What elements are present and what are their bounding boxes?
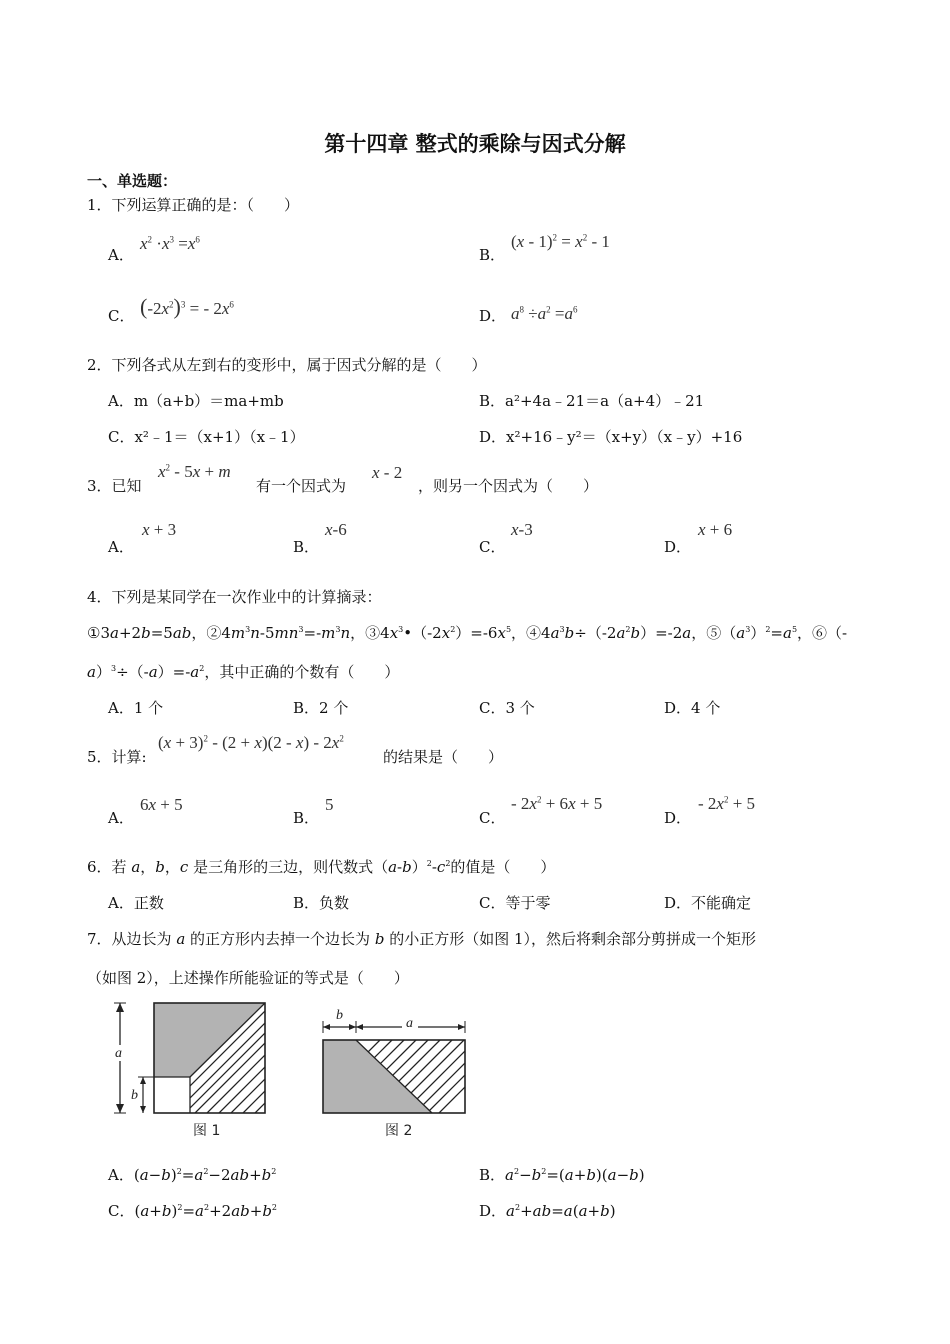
section-heading: 一、单选题： <box>87 172 178 190</box>
q1-option-c-label: C． <box>108 307 135 325</box>
q7-line-2: （如图 2），上述操作所能验证的等式是（ ） <box>87 969 409 987</box>
q2-stem: 2．下列各式从左到右的变形中，属于因式分解的是（ ） <box>87 356 487 374</box>
q5-option-d-label: D． <box>664 809 692 827</box>
q5-option-a-label: A． <box>108 809 134 827</box>
q1-option-a-label: A． <box>108 246 134 264</box>
q5-option-c-math: - $2x^2 + 6x + 5$ <box>511 794 603 813</box>
q5-option-d-math: - $2x^2 + 5$ <box>698 794 756 813</box>
q6-option-a: A．正数 <box>108 894 164 912</box>
q5-option-b-label: B． <box>293 809 320 827</box>
q3-option-d-label: D． <box>664 538 692 556</box>
q1-option-d-math: $a^8 \div a^2 =a^6$ <box>511 304 578 323</box>
q4-line-2: $a)^3\div(-a)=-a^2$，其中正确的个数有（ ） <box>87 663 400 681</box>
q3-stem-mid: 有一个因式为 <box>256 477 347 495</box>
q4-stem: 4．下列是某同学在一次作业中的计算摘录： <box>87 588 382 606</box>
q3-option-d-math: x + 6 <box>698 520 733 539</box>
q4-option-a: A．1 个 <box>108 699 164 717</box>
q4-line-1: ①3a+2b=5ab，$②4m^3n-5mn^3=-m^3n$，$③4x^3•(-2x^2)=-6x^5$，$④4a^3b\div(-2a^2b)=-2a$，$⑤(a^3)^2=a^5$，⑥（- <box>87 624 848 642</box>
q7-option-c: C．$(a+b)^2=a^2+2ab+b^2$ <box>108 1202 278 1220</box>
q1-option-d-label: D． <box>479 307 507 325</box>
fig2-caption: 图 2 <box>385 1123 413 1139</box>
q3-option-b-math: x-6 <box>325 520 347 539</box>
q3-option-b-label: B． <box>293 538 320 556</box>
q1-stem: 1．下列运算正确的是：（ ） <box>87 196 300 214</box>
fig1-label-a: a <box>115 1046 122 1061</box>
q3-option-c-math: x-3 <box>511 520 533 539</box>
q3-option-c-label: C． <box>479 538 506 556</box>
q1-option-c-math: $(-2x^2)^3$ = - $2x^6$ <box>140 294 234 319</box>
q1-option-a-math: $x^2 \cdot x^3 =x^6$ <box>140 234 200 253</box>
q6-option-c: C．等于零 <box>479 894 551 912</box>
q2-option-c: C．x²﹣1＝（x+1）（x﹣1） <box>108 428 305 446</box>
q7-line-1: 7．从边长为 a 的正方形内去掉一个边长为 b 的小正方形（如图 1），然后将剩余部分剪拼成一个矩形 <box>87 930 757 948</box>
page-title: 第十四章 整式的乘除与因式分解 <box>324 132 626 156</box>
q3-option-a-math: x + 3 <box>142 520 177 539</box>
q7-option-b: B．$a^2-b^2=(a+b)(a-b)$ <box>479 1166 645 1184</box>
fig2-label-a: a <box>406 1016 413 1031</box>
q5-expression: $(x + 3)^2 - (2 + x)(2 - x) - 2x^2$ <box>158 733 344 752</box>
q7-option-d: D．$a^2+ab=a(a+b)$ <box>479 1202 616 1220</box>
q1-option-b-math: $(x - 1)^2 = x^2 - 1$ <box>511 232 610 251</box>
q3-factor: x - 2 <box>372 463 403 482</box>
q7-option-a: A．$(a-b)^2=a^2-2ab+b^2$ <box>108 1166 277 1184</box>
figure-2 <box>315 995 475 1143</box>
q4-option-c: C．3 个 <box>479 699 535 717</box>
q3-option-a-label: A． <box>108 538 134 556</box>
fig2-label-b: b <box>336 1008 343 1023</box>
q5-option-b-math: 5 <box>325 795 334 814</box>
figure-1 <box>105 995 280 1143</box>
q6-option-b: B．负数 <box>293 894 350 912</box>
q3-stem-pre: 3．已知 <box>87 477 142 495</box>
q6-stem: 6．若 a，b，c 是三角形的三边，则代数式$(a-b)^2-c^2$的值是（ ） <box>87 858 556 876</box>
q5-option-a-math: 6x + 5 <box>140 795 183 814</box>
fig1-label-b: b <box>131 1088 138 1103</box>
q6-option-d: D．不能确定 <box>664 894 752 912</box>
q2-option-d: D．x²+16﹣y²＝（x+y）（x﹣y）+16 <box>479 428 743 446</box>
q4-option-b: B．2 个 <box>293 699 349 717</box>
q2-option-b: B．a²+4a﹣21＝a（a+4）﹣21 <box>479 392 705 410</box>
q1-option-b-label: B． <box>479 246 506 264</box>
q2-option-a: A．m（a+b）＝ma+mb <box>108 392 284 410</box>
q5-stem-pre: 5．计算: <box>87 748 147 766</box>
q5-stem-post: 的结果是（ ） <box>383 748 504 766</box>
q3-expression: $x^2 - 5x + m$ <box>158 462 231 481</box>
q4-option-d: D．4 个 <box>664 699 721 717</box>
q3-stem-post: ，则另一个因式为（ ） <box>418 477 599 495</box>
fig1-caption: 图 1 <box>193 1123 221 1139</box>
q5-option-c-label: C． <box>479 809 506 827</box>
